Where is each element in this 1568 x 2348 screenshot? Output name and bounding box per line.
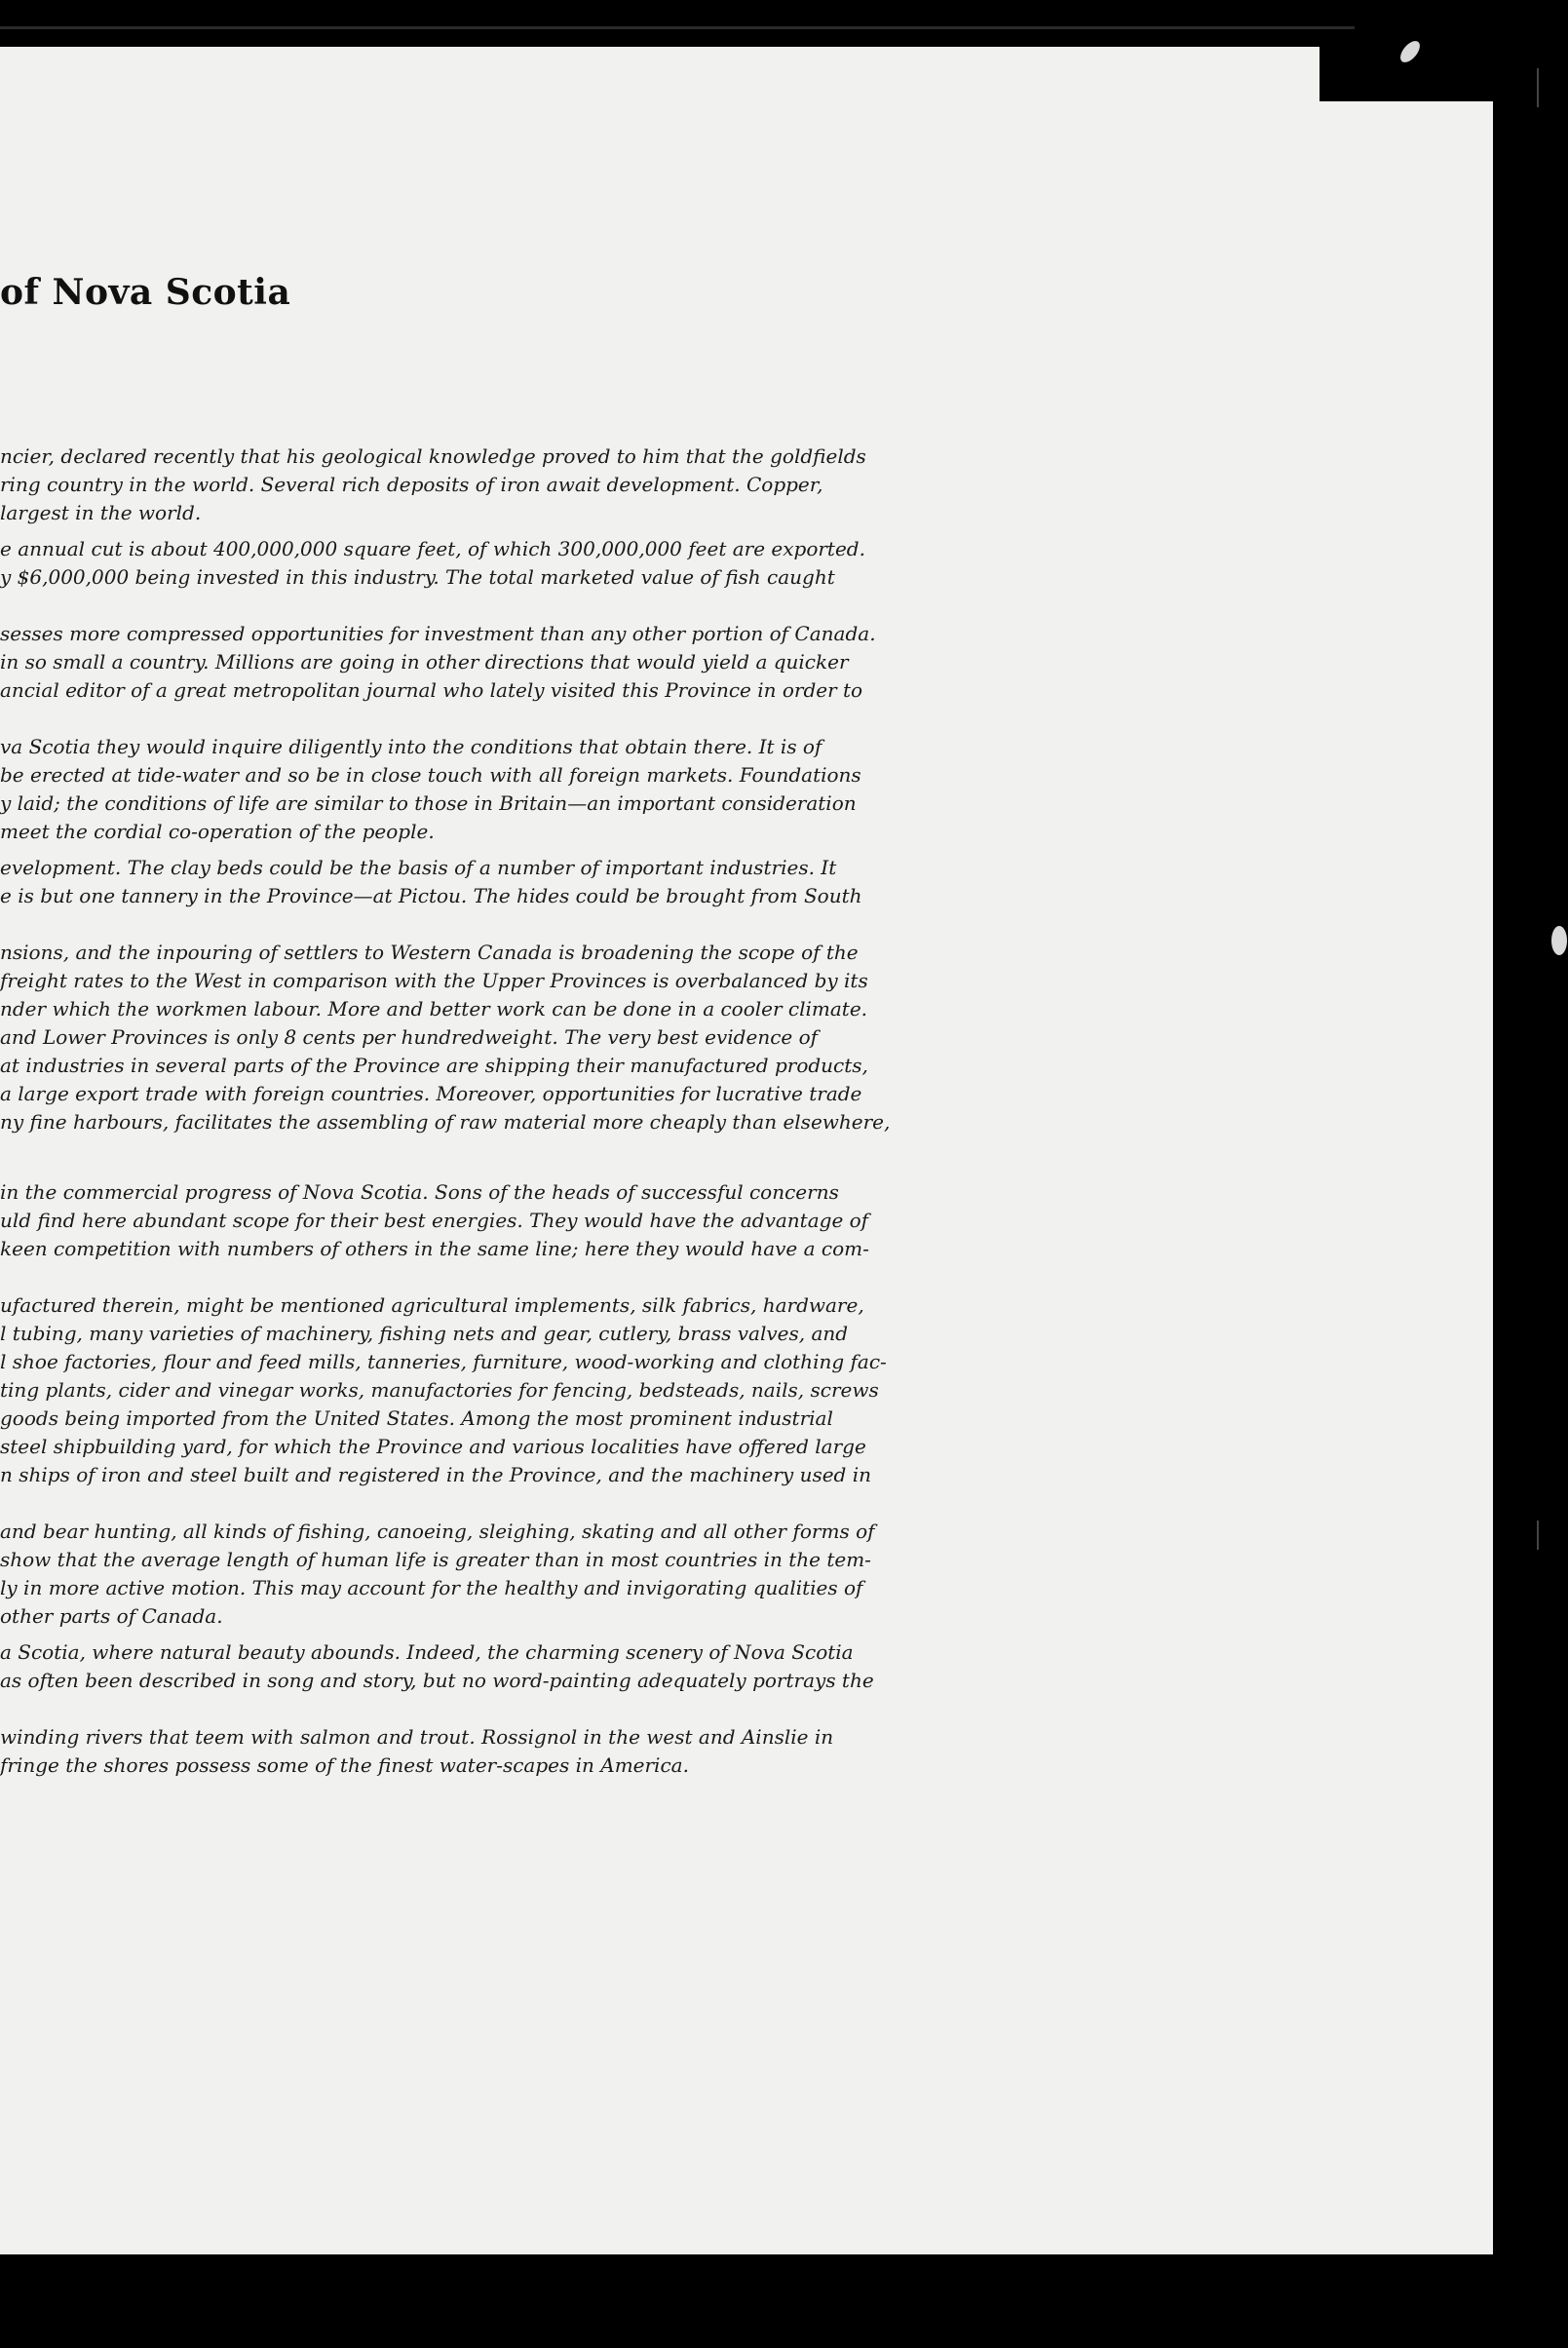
paragraph-western-canada — [0, 939, 950, 1136]
text-line: largest in the world. — [0, 501, 202, 524]
text-line: ancial editor of a great metropolitan journal who lately visited this Province in order to — [0, 678, 863, 702]
text-line: ring country in the world. Several rich deposits of iron await development. Copper, — [0, 473, 823, 496]
text-line: steel shipbuilding yard, for which the Province and various localities have offered large — [0, 1435, 866, 1458]
scan-top-rule — [0, 26, 1355, 29]
text-line: nder which the workmen labour. More and better work can be done in a cooler climate. — [0, 997, 868, 1020]
text-line: ny fine harbours, facilitates the assembling of raw material more cheaply than elsewhere, — [0, 1110, 891, 1134]
paragraph-rivers — [0, 1723, 950, 1780]
text-line: in the commercial progress of Nova Scotia. Sons of the heads of successful concerns — [0, 1180, 839, 1204]
paragraph-manufactures — [0, 1291, 950, 1489]
text-line: va Scotia they would inquire diligently into the conditions that obtain there. It is of — [0, 735, 822, 758]
text-line: winding rivers that teem with salmon and trout. Rossignol in the west and Ainslie in — [0, 1725, 834, 1749]
text-line: e annual cut is about 400,000,000 square feet, of which 300,000,000 feet are exported. — [0, 537, 865, 560]
scan-edge-mark — [1537, 68, 1539, 107]
text-line: meet the cordial co-operation of the people. — [0, 820, 435, 843]
text-line: and bear hunting, all kinds of fishing, canoeing, sleighing, skating and all other forms of — [0, 1520, 875, 1543]
text-line: freight rates to the West in comparison with the Upper Provinces is overbalanced by its — [0, 969, 868, 992]
text-line: y $6,000,000 being invested in this industry. The total marketed value of fish caught — [0, 565, 835, 589]
text-line: evelopment. The clay beds could be the basis of a number of important industries. It — [0, 856, 837, 879]
paragraph-sport-climate — [0, 1518, 950, 1631]
text-line: at industries in several parts of the Province are shipping their manufactured products, — [0, 1054, 868, 1077]
text-line: a Scotia, where natural beauty abounds. Indeed, the charming scenery of Nova Scotia — [0, 1640, 854, 1664]
text-line: ting plants, cider and vinegar works, manufactories for fencing, bedsteads, nails, screws — [0, 1378, 879, 1402]
paragraph-investment — [0, 620, 950, 705]
text-line: fringe the shores possess some of the finest water-scapes in America. — [0, 1753, 689, 1777]
text-line: a large export trade with foreign countries. Moreover, opportunities for lucrative trade — [0, 1082, 862, 1105]
text-line: l shoe factories, flour and feed mills, tanneries, furniture, wood-working and clothing fac- — [0, 1350, 887, 1373]
text-line: e is but one tannery in the Province—at Pictou. The hides could be brought from South — [0, 884, 862, 907]
paragraph-conditions — [0, 733, 950, 846]
text-line: be erected at tide-water and so be in close touch with all foreign markets. Foundations — [0, 763, 861, 787]
page-title: of Nova Scotia — [0, 272, 291, 314]
text-line: other parts of Canada. — [0, 1604, 223, 1628]
text-line: in so small a country. Millions are going in other directions that would yield a quicker — [0, 650, 849, 674]
text-line: as often been described in song and story, but no word-painting adequately portrays the — [0, 1669, 874, 1692]
paragraph-clay-tannery — [0, 854, 950, 910]
text-line: ncier, declared recently that his geological knowledge proved to him that the goldfields — [0, 444, 866, 468]
scan-edge-mark — [1537, 1520, 1539, 1550]
text-line: show that the average length of human life is greater than in most countries in the tem- — [0, 1548, 871, 1571]
text-line: uld find here abundant scope for their best energies. They would have the advantage of — [0, 1209, 869, 1232]
paragraph-scenery — [0, 1638, 950, 1695]
paragraph-minerals — [0, 443, 950, 527]
text-line: ufactured therein, might be mentioned agricultural implements, silk fabrics, hardware, — [0, 1293, 864, 1317]
text-line: nsions, and the inpouring of settlers to Western Canada is broadening the scope of the — [0, 941, 859, 964]
scan-artifact — [1551, 926, 1567, 955]
text-line: y laid; the conditions of life are similar to those in Britain—an important consideration — [0, 791, 857, 815]
text-line: n ships of iron and steel built and registered in the Province, and the machinery used in — [0, 1463, 871, 1486]
text-line: and Lower Provinces is only 8 cents per hundredweight. The very best evidence of — [0, 1025, 819, 1049]
text-line: sesses more compressed opportunities for investment than any other portion of Canada. — [0, 622, 876, 645]
paragraph-lumber-fish — [0, 535, 950, 592]
paragraph-commercial-progress — [0, 1178, 950, 1263]
text-line: goods being imported from the United States. Among the most prominent industrial — [0, 1406, 833, 1430]
article-body — [0, 443, 950, 1780]
text-line: keen competition with numbers of others in the same line; here they would have a com- — [0, 1237, 869, 1260]
text-line: l tubing, many varieties of machinery, fishing nets and gear, cutlery, brass valves, and — [0, 1322, 849, 1345]
text-line: ly in more active motion. This may account for the healthy and invigorating qualities of — [0, 1576, 863, 1599]
